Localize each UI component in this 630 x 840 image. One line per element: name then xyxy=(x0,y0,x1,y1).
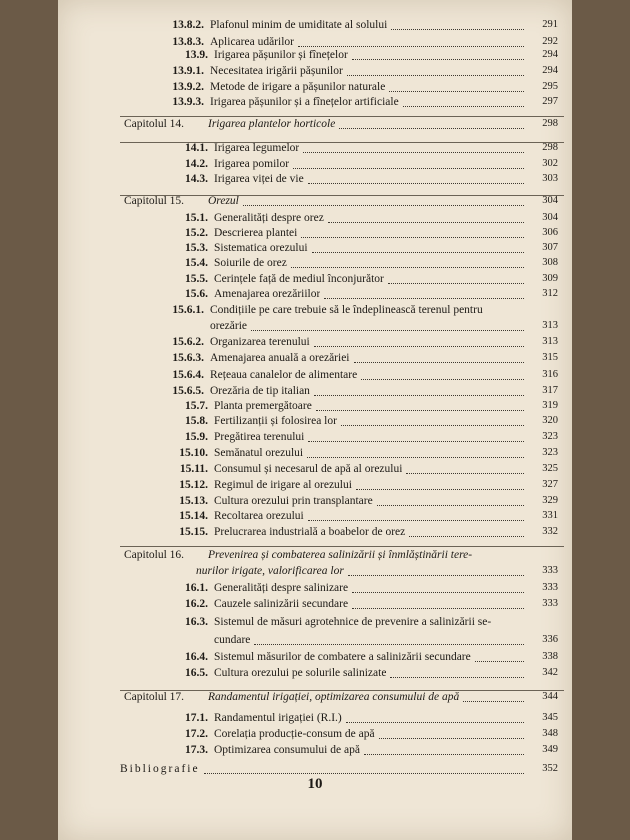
chapter-number: Capitolul 14. xyxy=(124,118,185,130)
section-number: 14.3. xyxy=(185,172,208,185)
section-title: Optimizarea consumului de apă xyxy=(214,743,360,756)
dot-leader xyxy=(339,118,524,129)
dot-leader xyxy=(316,400,524,411)
page-ref: 312 xyxy=(542,287,558,299)
page-ref: 342 xyxy=(542,667,558,679)
section-number: 13.8.2. xyxy=(172,18,204,31)
dot-leader xyxy=(356,479,524,490)
chapter-title: Prevenirea și combaterea salinizării și înmlăștinării tere- xyxy=(208,549,473,562)
dot-leader xyxy=(291,257,524,268)
section-number: 16.5. xyxy=(185,667,208,680)
page-ref: 320 xyxy=(542,415,558,427)
dot-leader xyxy=(388,273,524,284)
page-ref: 333 xyxy=(542,598,558,610)
page-ref: 306 xyxy=(542,227,558,239)
section-title: Cerințele față de mediul înconjurător xyxy=(214,272,384,285)
page-ref: 308 xyxy=(542,257,558,269)
dot-leader xyxy=(312,242,524,253)
page-ref: 345 xyxy=(542,712,558,723)
section-number: 15.7. xyxy=(185,400,208,413)
section-number: 15.2. xyxy=(185,227,208,240)
section-number: 15.6.1. xyxy=(172,303,204,316)
section-number: 13.9.2. xyxy=(172,81,204,94)
section-title: Condițiile pe care trebuie să le îndeplinească terenul pentru xyxy=(210,303,483,316)
section-divider xyxy=(120,142,564,143)
chapter-number: Capitolul 16. xyxy=(124,549,185,562)
page-ref: 319 xyxy=(542,400,558,412)
dot-leader xyxy=(308,431,524,442)
entry-title: Bibliografie xyxy=(120,763,200,776)
section-title: Irigarea pășunilor și fînețelor xyxy=(214,49,348,62)
page-ref: 304 xyxy=(542,194,558,206)
section-number: 15.4. xyxy=(185,257,208,270)
dot-leader xyxy=(293,158,524,169)
dot-leader xyxy=(243,195,524,206)
section-title: Cauzele salinizării secundare xyxy=(214,598,349,611)
section-number: 16.4. xyxy=(185,651,208,664)
page-ref: 295 xyxy=(542,81,558,93)
page-ref: 329 xyxy=(542,494,558,506)
dot-leader xyxy=(204,763,524,774)
section-number: 15.8. xyxy=(185,415,208,428)
page-ref: 309 xyxy=(542,272,558,284)
dot-leader xyxy=(307,447,524,458)
dot-leader xyxy=(406,463,524,474)
section-title: Consumul și necesarul de apă al orezului xyxy=(214,462,403,475)
dot-leader xyxy=(298,36,524,47)
dot-leader xyxy=(389,81,524,92)
section-number: 14.2. xyxy=(185,157,208,170)
section-title: Cultura orezului prin transplantare xyxy=(214,494,373,507)
section-title: Irigarea pomilor xyxy=(214,157,290,170)
page-ref: 333 xyxy=(542,581,558,593)
section-title: Amenajarea anuală a orezăriei xyxy=(210,352,350,365)
section-number: 15.6.5. xyxy=(172,384,204,397)
chapter-heading xyxy=(58,118,572,138)
toc-entry xyxy=(58,173,572,193)
page-ref: 304 xyxy=(542,212,558,224)
section-number: 15.13. xyxy=(179,494,208,507)
page-ref: 333 xyxy=(542,565,558,577)
chapter-heading xyxy=(58,691,572,711)
page-ref: 323 xyxy=(542,431,558,443)
dot-leader xyxy=(308,510,524,521)
section-number: 13.9.1. xyxy=(172,65,204,78)
section-number: 15.5. xyxy=(185,272,208,285)
section-number: 16.1. xyxy=(185,581,208,594)
section-title: Necesitatea irigării pășunilor xyxy=(210,65,343,78)
section-number: 13.9.3. xyxy=(172,96,204,108)
dot-leader xyxy=(341,415,524,426)
section-title: Amenajarea orezăriilor xyxy=(214,287,321,300)
dot-leader xyxy=(379,728,524,739)
chapter-title: Randamentul irigației, optimizarea consumului de apă xyxy=(208,690,460,703)
toc-entry xyxy=(58,96,572,116)
section-title: Sistemul măsurilor de combatere a salinizării secundare xyxy=(214,651,471,664)
page-ref: 336 xyxy=(542,633,558,645)
section-number: 15.15. xyxy=(179,526,208,539)
page-number: 10 xyxy=(307,776,323,792)
dot-leader xyxy=(254,634,524,645)
section-title: Pregătirea terenului xyxy=(214,431,305,444)
section-number: 15.6. xyxy=(185,287,208,300)
section-title: Corelația producție-consum de apă xyxy=(214,727,375,740)
page-ref: 313 xyxy=(542,320,558,332)
chapter-title: Orezul xyxy=(208,194,239,207)
section-title: Generalități despre salinizare xyxy=(214,581,349,594)
dot-leader xyxy=(354,352,525,363)
section-number: 17.2. xyxy=(185,727,208,740)
page-ref: 297 xyxy=(542,96,558,107)
dot-leader xyxy=(463,691,524,702)
section-title: Regimul de irigare al orezului xyxy=(214,478,352,491)
chapter-number: Capitolul 17. xyxy=(124,690,185,703)
dot-leader xyxy=(328,212,524,223)
page-ref: 323 xyxy=(542,447,558,459)
section-divider xyxy=(120,195,564,196)
section-number: 15.1. xyxy=(185,212,208,225)
page-ref: 313 xyxy=(542,336,558,348)
page-ref: 349 xyxy=(542,743,558,755)
dot-leader xyxy=(409,526,524,537)
section-title: Descrierea plantei xyxy=(214,227,298,240)
page-ref: 291 xyxy=(542,18,558,30)
dot-leader xyxy=(251,320,524,331)
page-ref: 315 xyxy=(542,352,558,364)
section-title: Recoltarea orezului xyxy=(214,510,304,523)
section-number: 13.8.3. xyxy=(172,36,204,49)
section-number: 16.2. xyxy=(185,598,208,611)
section-number: 15.14. xyxy=(179,510,208,523)
section-title: Semănatul orezului xyxy=(214,447,304,460)
dot-leader xyxy=(303,142,524,153)
section-title: Rețeaua canalelor de alimentare xyxy=(210,368,358,381)
dot-leader xyxy=(352,49,524,60)
chapter-number: Capitolul 15. xyxy=(124,194,185,207)
section-title: Aplicarea udărilor xyxy=(210,36,294,49)
toc-entry xyxy=(58,526,572,546)
section-number: 15.10. xyxy=(179,447,208,460)
section-title: orezărie xyxy=(210,320,248,333)
page-ref: 327 xyxy=(542,478,558,490)
book-page xyxy=(58,0,572,840)
page-ref: 352 xyxy=(542,763,558,775)
section-title: Prelucrarea industrială a boabelor de orez xyxy=(214,526,406,539)
section-number: 15.6.2. xyxy=(172,336,204,349)
section-title: Sistemul de măsuri agrotehnice de prevenire a salinizării se- xyxy=(214,616,492,629)
section-divider xyxy=(120,690,564,691)
page-ref: 338 xyxy=(542,651,558,663)
toc-entry xyxy=(58,744,572,764)
section-title: Metode de irigare a pășunilor naturale xyxy=(210,81,386,94)
page-ref: 317 xyxy=(542,384,558,396)
section-title: Cultura orezului pe solurile salinizate xyxy=(214,667,387,680)
dot-leader xyxy=(377,495,524,506)
page-ref: 307 xyxy=(542,242,558,254)
section-number: 17.1. xyxy=(185,712,208,724)
section-title: Sistematica orezului xyxy=(214,242,308,255)
section-title: Irigarea pășunilor și a fînețelor artificiale xyxy=(210,96,399,108)
dot-leader xyxy=(352,582,524,593)
dot-leader xyxy=(324,288,524,299)
dot-leader xyxy=(308,173,524,184)
page-ref: 348 xyxy=(542,727,558,739)
section-number: 14.1. xyxy=(185,141,208,154)
section-number: 13.9. xyxy=(185,49,208,62)
section-title: cundare xyxy=(214,633,251,646)
dot-leader xyxy=(314,385,524,396)
section-title: Soiurile de orez xyxy=(214,257,287,270)
dot-leader xyxy=(364,744,524,755)
section-title: Planta premergătoare xyxy=(214,400,312,413)
section-divider xyxy=(120,546,564,547)
section-number: 15.3. xyxy=(185,242,208,255)
section-divider xyxy=(120,116,564,117)
section-title: Randamentul irigației (R.I.) xyxy=(214,712,342,724)
page-ref: 294 xyxy=(542,49,558,61)
section-number: 15.11. xyxy=(179,462,208,475)
dot-leader xyxy=(314,336,524,347)
page-ref: 316 xyxy=(542,368,558,380)
dot-leader xyxy=(361,369,524,380)
page-ref: 332 xyxy=(542,526,558,538)
section-title: Irigarea viței de vie xyxy=(214,172,304,185)
dot-leader xyxy=(347,65,524,76)
section-title: Fertilizanții și folosirea lor xyxy=(214,415,337,428)
page-ref: 294 xyxy=(542,65,558,77)
dot-leader xyxy=(346,712,524,723)
dot-leader xyxy=(390,667,524,678)
dot-leader xyxy=(475,651,524,662)
page-ref: 302 xyxy=(542,157,558,169)
section-title: Generalități despre orez xyxy=(214,212,324,225)
dot-leader xyxy=(391,19,524,30)
page-ref: 331 xyxy=(542,510,558,522)
section-number: 16.3. xyxy=(185,616,208,629)
page-ref: 292 xyxy=(542,36,558,48)
section-number: 15.6.3. xyxy=(172,352,204,365)
section-number: 15.12. xyxy=(179,478,208,491)
section-number: 17.3. xyxy=(185,743,208,756)
page-ref: 325 xyxy=(542,462,558,474)
page-ref: 303 xyxy=(542,172,558,184)
dot-leader xyxy=(403,96,524,107)
section-number: 15.6.4. xyxy=(172,368,204,381)
chapter-title: nurilor irigate, valorificarea lor xyxy=(196,565,344,578)
toc-entry xyxy=(58,667,572,687)
section-number: 15.9. xyxy=(185,431,208,444)
page-ref: 344 xyxy=(542,690,558,702)
dot-leader xyxy=(348,565,524,576)
dot-leader xyxy=(301,227,524,238)
page-ref: 298 xyxy=(542,118,558,129)
section-title: Plafonul minim de umiditate al solului xyxy=(210,18,388,31)
dot-leader xyxy=(352,598,524,609)
section-title: Irigarea legumelor xyxy=(214,141,300,154)
page-ref: 298 xyxy=(542,141,558,153)
chapter-title: Irigarea plantelor horticole xyxy=(208,118,336,130)
section-title: Organizarea terenului xyxy=(210,336,310,349)
section-title: Orezăria de tip italian xyxy=(210,384,310,397)
